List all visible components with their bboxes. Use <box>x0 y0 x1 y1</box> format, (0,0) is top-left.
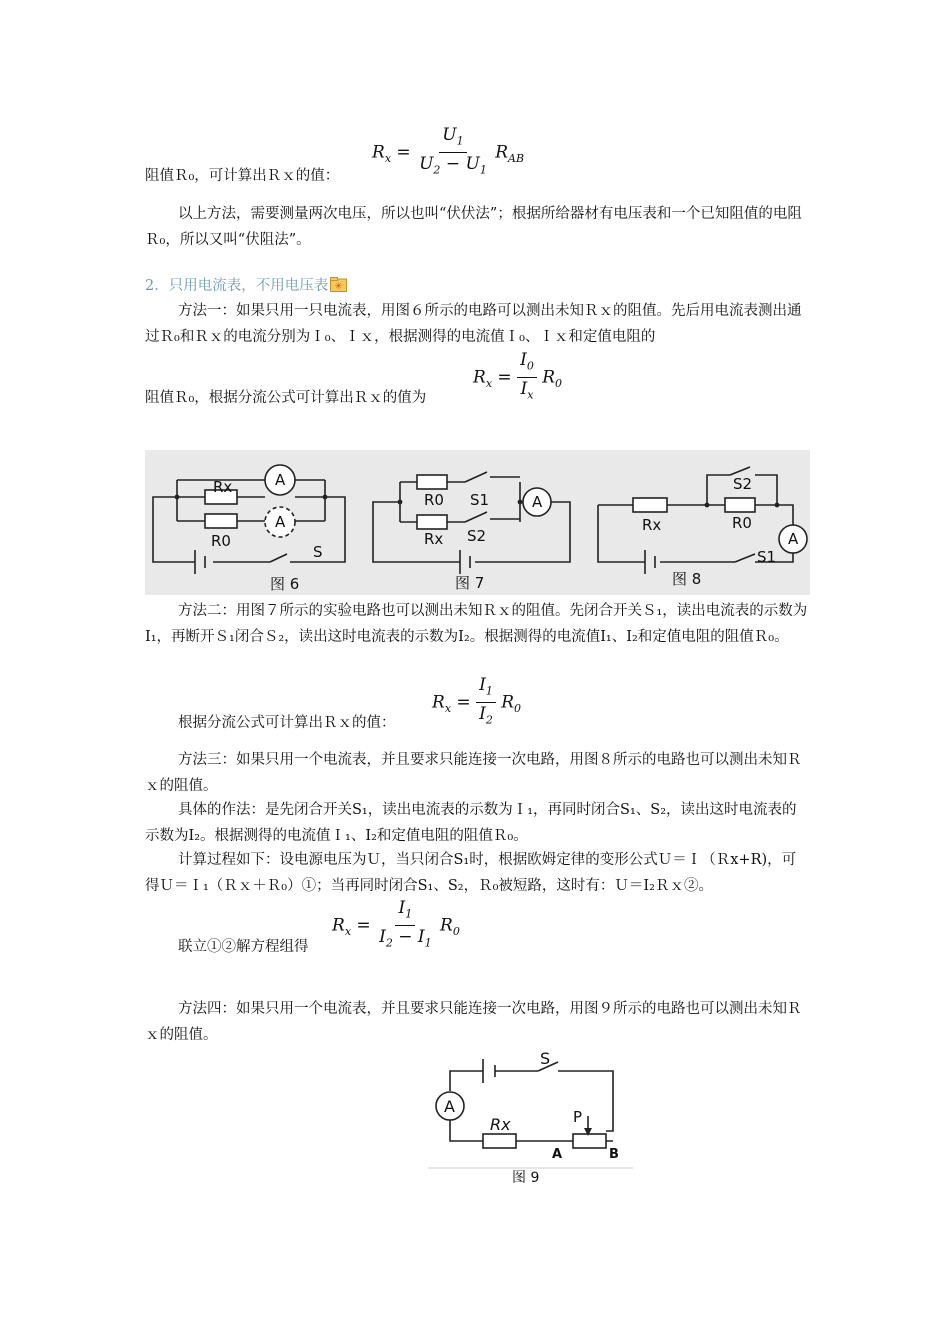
folder-icon <box>330 277 347 292</box>
paragraph-method-1-tail: 阻值Ｒ₀，根据分流公式可计算出Ｒｘ的值为 <box>145 390 427 406</box>
fig9-slider-label: P <box>573 1108 583 1126</box>
fig7-rx-label: Rx <box>424 530 444 548</box>
fig9-ammeter-label: A <box>444 1097 455 1116</box>
paragraph-method-3-detail: 具体的作法：是先闭合开关S₁，读出电流表的示数为Ｉ₁，再同时闭合S₁、S₂，读出这时电流表的示数为I₂。根据测得的电流值Ｉ₁、I₂和定值电阻的阻值Ｒ₀。 <box>145 802 797 844</box>
formula-rx-i2-i1: $R_x$ = $\frac{I_1}{I_2 - I_1}$ $R_0$ <box>332 898 460 950</box>
fig7-r0-label: R0 <box>424 491 444 509</box>
fig7-caption: 图 7 <box>455 574 485 592</box>
paragraph-method-1: 方法一：如果只用一只电流表，用图６所示的电路可以测出未知Ｒｘ的阻值。先后用电流表测出通过Ｒ₀和Ｒｘ的电流分别为Ｉ₀、Ｉｘ，根据测得的电流值Ｉ₀、Ｉｘ和定值电阻的 <box>145 303 802 345</box>
paragraph-method-3: 方法三：如果只用一个电流表，并且要求只能连接一次电路，用图８所示的电路也可以测出未知Ｒｘ的阻值。 <box>145 752 802 794</box>
fig8-ammeter-label: A <box>788 530 799 548</box>
paragraph-method-3-calc: 计算过程如下：设电源电压为Ｕ，当只闭合S₁时，根据欧姆定律的变形公式Ｕ＝Ｉ（Ｒx+R)，可得Ｕ＝Ｉ₁（Ｒｘ＋Ｒ₀）①；当再同时闭合S₁、S₂，Ｒ₀被短路，这时有：Ｕ＝I₂Ｒｘ②。 <box>145 852 797 894</box>
fig7-ammeter-label: A <box>532 493 543 511</box>
fig6-caption: 图 6 <box>270 575 300 593</box>
fig6-ammeter-1-label: A <box>275 471 286 489</box>
svg-text:✳: ✳ <box>334 282 343 292</box>
circuit-figure-9 <box>428 1046 633 1186</box>
fig7-s1-label: S1 <box>470 491 490 509</box>
fig9-terminal-b-label: B <box>609 1147 619 1162</box>
paragraph-volt-method: 以上方法，需要测量两次电压，所以也叫“伏伏法”；根据所给器材有电压表和一个已知阻值的电阻Ｒ₀，所以又叫“伏阻法”。 <box>145 206 802 248</box>
fig9-switch-label: S <box>540 1049 551 1068</box>
fig8-caption: 图 8 <box>672 570 702 588</box>
fig7-s2-label: S2 <box>467 527 487 545</box>
formula-rx-i0: $R_x$ = $\frac{I_0}{I_x}$ $R_0$ <box>473 350 563 402</box>
fig8-s1-label: S1 <box>757 548 777 566</box>
fig6-ammeter-2-label: A <box>275 513 286 531</box>
fig8-s2-label: S2 <box>733 475 753 493</box>
fig6-switch-label: S <box>313 543 323 561</box>
paragraph-method-2: 方法二：用图７所示的实验电路也可以测出未知Ｒｘ的阻值。先闭合开关Ｓ₁，读出电流表的示数为I₁，再断开Ｓ₁闭合Ｓ₂，读出这时电流表的示数为I₂。根据测得的电流值I₁、I₂和定值电阻的阻值Ｒ₀。 <box>145 603 808 645</box>
formula-rx-uab: $R_x$ = $\frac{U_1}{U_2 - U_1}$ $R_{AB}$ <box>372 125 525 177</box>
fig9-terminal-a-label: A <box>552 1147 563 1162</box>
fig6-r0-label: R0 <box>211 532 231 550</box>
fig6-rx-label: Rx <box>213 478 233 496</box>
fig9-caption: 图 9 <box>512 1170 540 1186</box>
fig9-rx-label: Rx <box>490 1115 511 1134</box>
paragraph-method-2-tail: 根据分流公式可计算出Ｒｘ的值： <box>178 715 396 731</box>
paragraph-method-4: 方法四：如果只用一个电流表，并且要求只能连接一次电路，用图９所示的电路也可以测出未知Ｒｘ的阻值。 <box>145 1001 802 1043</box>
formula-rx-i1: $R_x$ = $\frac{I_1}{I_2}$ $R_0$ <box>432 675 522 727</box>
section-heading: 2．只用电流表，不用电压表 ✳ <box>145 273 810 299</box>
circuit-figures-6-7-8 <box>145 450 810 595</box>
paragraph-method-3-tail: 联立①②解方程组得 <box>178 939 309 955</box>
paragraph-r0-calc: 阻值Ｒ₀，可计算出Ｒｘ的值： <box>145 168 340 184</box>
fig8-rx-label: Rx <box>642 516 662 534</box>
fig8-r0-label: R0 <box>732 514 752 532</box>
